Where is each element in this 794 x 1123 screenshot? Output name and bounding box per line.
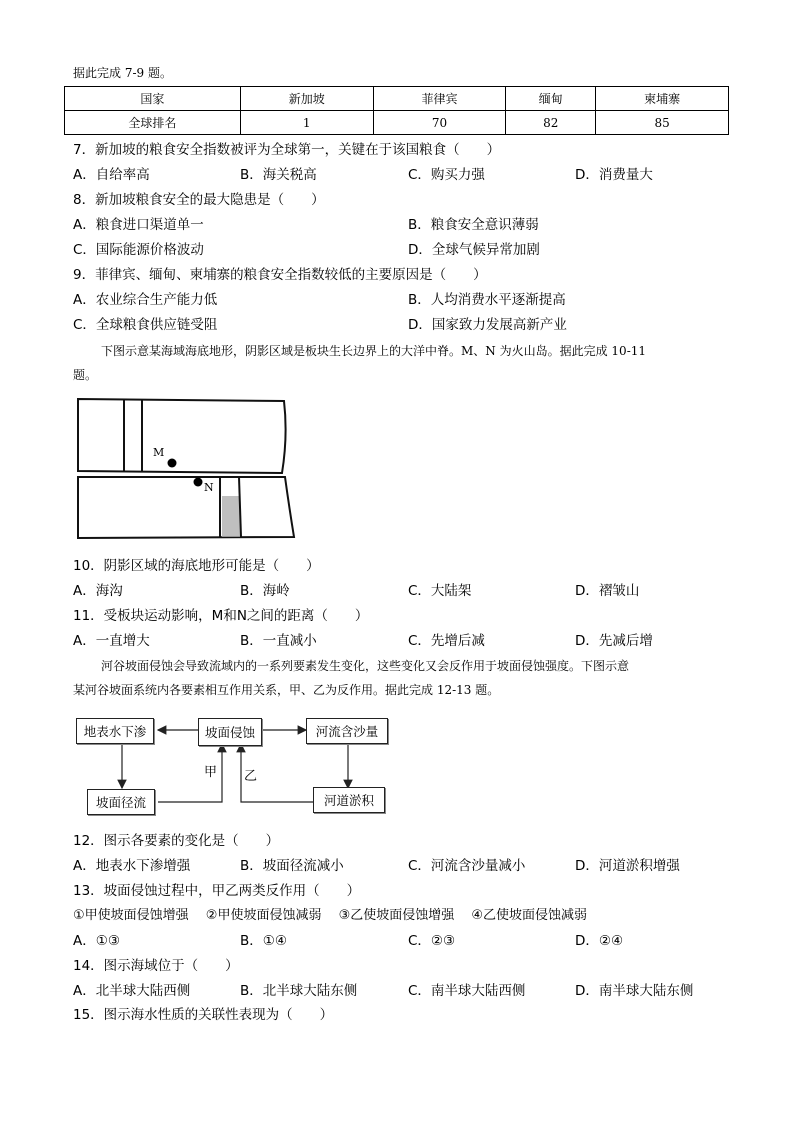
question-7-stem: 7．新加坡的粮食安全指数被评为全球第一，关键在于该国粮食（ ） — [73, 142, 501, 158]
option-9c[interactable]: C．全球粮食供应链受阻 — [73, 317, 218, 333]
option-13b[interactable]: B．①④ — [240, 933, 287, 949]
table-cell: 70 — [373, 111, 506, 135]
option-12c[interactable]: C．河流含沙量减小 — [408, 858, 526, 874]
node-infiltration: 地表水下渗 — [76, 718, 154, 744]
map-lines — [78, 399, 294, 538]
table-header-row — [65, 87, 729, 111]
question-13-stem: 13．坡面侵蚀过程中，甲乙两类反作用（ ） — [73, 883, 361, 899]
intro-12-13-cont: 某河谷坡面系统内各要素相互作用关系，甲、乙为反作用。据此完成 12-13 题。 — [73, 683, 500, 697]
option-14d[interactable]: D．南半球大陆东侧 — [575, 983, 694, 999]
table-cell: 柬埔寨 — [596, 87, 729, 111]
question-8-stem: 8．新加坡粮食安全的最大隐患是（ ） — [73, 192, 325, 208]
option-8d[interactable]: D．全球气候异常加剧 — [408, 242, 540, 258]
option-13d[interactable]: D．②④ — [575, 933, 624, 949]
node-deposition: 河道淤积 — [313, 787, 385, 813]
option-11b[interactable]: B．一直减小 — [240, 633, 317, 649]
option-9d[interactable]: D．国家致力发展高新产业 — [408, 317, 567, 333]
option-12a[interactable]: A．地表水下渗增强 — [73, 858, 191, 874]
table-cell: 缅甸 — [506, 87, 596, 111]
option-12b[interactable]: B．坡面径流减小 — [240, 858, 344, 874]
option-10d[interactable]: D．褶皱山 — [575, 583, 640, 599]
table-cell: 全球排名 — [65, 111, 241, 135]
option-10a[interactable]: A．海沟 — [73, 583, 123, 599]
label-yi: 乙 — [244, 769, 258, 784]
question-9-stem: 9．菲律宾、缅甸、柬埔寨的粮食安全指数较低的主要原因是（ ） — [73, 267, 487, 283]
table-cell: 82 — [506, 111, 596, 135]
question-13-statements: ①甲使坡面侵蚀增强 ②甲使坡面侵蚀减弱 ③乙使坡面侵蚀增强 ④乙使坡面侵蚀减弱 — [73, 908, 588, 923]
question-11-stem: 11．受板块运动影响，M和N之间的距离（ ） — [73, 608, 369, 624]
option-10b[interactable]: B．海岭 — [240, 583, 290, 599]
intro-12-13: 河谷坡面侵蚀会导致流域内的一系列要素发生变化，这些变化又会反作用于坡面侵蚀强度。下图示意 — [101, 659, 630, 673]
question-15-stem: 15．图示海水性质的关联性表现为（ ） — [73, 1007, 334, 1023]
table-cell: 85 — [596, 111, 729, 135]
table-cell: 菲律宾 — [373, 87, 506, 111]
option-14b[interactable]: B．北半球大陆东侧 — [240, 983, 358, 999]
question-12-stem: 12．图示各要素的变化是（ ） — [73, 833, 280, 849]
node-erosion: 坡面侵蚀 — [198, 718, 262, 746]
food-security-rank-table — [64, 86, 729, 135]
option-11c[interactable]: C．先增后减 — [408, 633, 485, 649]
table-cell: 国家 — [65, 87, 241, 111]
island-m-dot — [168, 459, 177, 468]
table-cell: 新加坡 — [240, 87, 373, 111]
ridge-shading — [222, 496, 240, 537]
option-13c[interactable]: C．②③ — [408, 933, 456, 949]
option-7b[interactable]: B．海关税高 — [240, 167, 317, 183]
map-strip-upper — [124, 400, 142, 471]
node-sediment: 河流含沙量 — [306, 718, 388, 744]
intro-10-11-cont: 题。 — [73, 368, 98, 382]
option-9a[interactable]: A．农业综合生产能力低 — [73, 292, 218, 308]
option-13a[interactable]: A．①③ — [73, 933, 120, 949]
option-10c[interactable]: C．大陆架 — [408, 583, 472, 599]
table-cell: 1 — [240, 111, 373, 135]
option-8c[interactable]: C．国际能源价格波动 — [73, 242, 204, 258]
question-10-stem: 10．阴影区域的海底地形可能是（ ） — [73, 558, 320, 574]
intro-10-11: 下图示意某海域海底地形，阴影区域是板块生长边界上的大洋中脊。M、N 为火山岛。据此完成 10-11 — [101, 344, 647, 358]
option-8b[interactable]: B．粮食安全意识薄弱 — [408, 217, 539, 233]
node-runoff: 坡面径流 — [87, 789, 155, 815]
option-14a[interactable]: A．北半球大陆西侧 — [73, 983, 191, 999]
option-14c[interactable]: C．南半球大陆西侧 — [408, 983, 526, 999]
label-n: N — [204, 481, 214, 494]
seafloor-map — [76, 396, 298, 542]
option-11d[interactable]: D．先减后增 — [575, 633, 653, 649]
option-7a[interactable]: A．自给率高 — [73, 167, 150, 183]
question-14-stem: 14．图示海域位于（ ） — [73, 958, 239, 974]
option-12d[interactable]: D．河道淤积增强 — [575, 858, 680, 874]
option-11a[interactable]: A．一直增大 — [73, 633, 150, 649]
option-8a[interactable]: A．粮食进口渠道单一 — [73, 217, 204, 233]
intro-7-9: 据此完成 7-9 题。 — [73, 66, 172, 80]
option-7c[interactable]: C．购买力强 — [408, 167, 485, 183]
option-7d[interactable]: D．消费量大 — [575, 167, 653, 183]
label-jia: 甲 — [204, 765, 218, 780]
label-m: M — [153, 446, 165, 459]
island-n-dot — [194, 478, 203, 487]
option-9b[interactable]: B．人均消费水平逐渐提高 — [408, 292, 566, 308]
table-row — [65, 111, 729, 135]
